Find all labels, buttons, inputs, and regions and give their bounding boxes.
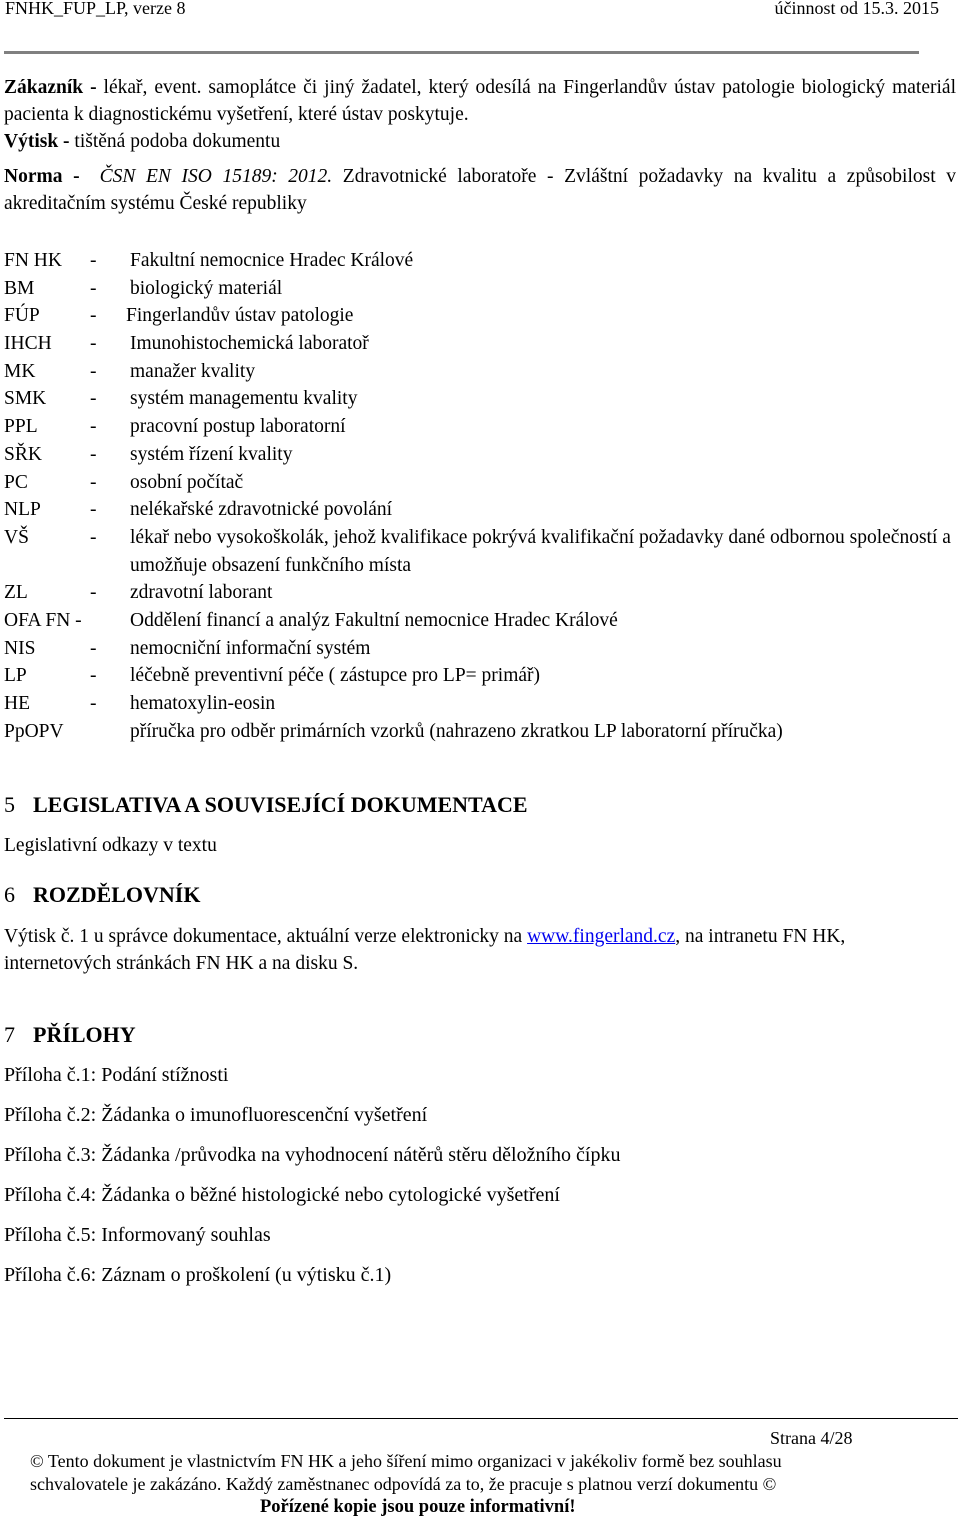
section-title: LEGISLATIVA A SOUVISEJÍCÍ DOKUMENTACE [33, 792, 528, 817]
term-vytisk: Výtisk - [4, 131, 70, 152]
term-zakaznik: Zákazník - [4, 77, 97, 98]
norma-reference: ČSN EN ISO 15189: 2012. [99, 166, 333, 187]
abbr-key: OFA FN - [4, 609, 82, 631]
text-zakaznik: lékař, event. samoplátce či jiný žadatel, který odesílá na Fingerlandův ústav patologie biologický materiál pacienta k diagnostickému vyšetření, které ústav poskytuje. [4, 77, 956, 125]
abbr-key: LP [4, 665, 27, 687]
fingerland-link[interactable]: www.fingerland.cz [527, 926, 676, 947]
list-item [4, 524, 959, 579]
abbr-dash: - [90, 582, 97, 604]
abbreviation-list [4, 247, 959, 745]
abbr-value: systém managementu kvality [130, 388, 358, 410]
footer-copyright-line-1: © Tento dokument je vlastnictvím FN HK a jeho šíření mimo organizaci v jakékoliv formě bez souhlasu [30, 1451, 782, 1471]
text-norma: Zdravotnické laboratoře - Zvláštní požadavky na kvalitu a způsobilost v akreditačním systému České republiky [4, 166, 956, 214]
term-norma: Norma - [4, 166, 80, 187]
abbr-key: HE [4, 693, 30, 715]
section-number: 5 [4, 792, 15, 817]
section-heading-7 [4, 1022, 136, 1048]
abbr-key: FÚP [4, 305, 40, 327]
abbr-dash: - [90, 665, 97, 687]
abbr-value: Fakultní nemocnice Hradec Králové [130, 250, 414, 271]
list-item [4, 330, 959, 358]
abbr-key: ZL [4, 582, 28, 604]
abbr-dash: - [90, 360, 97, 382]
section-number: 7 [4, 1022, 15, 1047]
abbr-dash: - [90, 277, 97, 299]
footer-rule [4, 1418, 958, 1419]
attachment-item: Příloha č.4: Žádanka o běžné histologické nebo cytologické vyšetření [4, 1184, 560, 1206]
abbr-value: léčebně preventivní péče ( zástupce pro LP= primář) [130, 665, 541, 687]
abbr-key: IHCH [4, 333, 52, 355]
section-6-text [4, 923, 926, 977]
attachment-item: Příloha č.2: Žádanka o imunofluorescenční vyšetření [4, 1104, 428, 1126]
list-item [4, 662, 959, 690]
list-item [4, 413, 959, 441]
abbr-key: PPL [4, 416, 38, 438]
abbr-dash: - [90, 471, 97, 493]
abbr-key: PpOPV [4, 720, 64, 742]
abbr-value: lékař nebo vysokoškolák, jehož kvalifikace pokrývá kvalifikační požadavky dané odbornou společností a umožňuje obsazení funkčního místa [130, 526, 951, 576]
page-header [5, 0, 939, 24]
abbr-key: NIS [4, 637, 36, 659]
header-rule [4, 51, 919, 54]
abbr-value: hematoxylin-eosin [130, 693, 276, 715]
abbr-value: Oddělení financí a analýz Fakultní nemocnice Hradec Králové [130, 609, 618, 631]
abbr-key: SŘK [4, 443, 42, 465]
abbr-dash: - [90, 250, 97, 271]
distribution-text-end: , na intranetu FN HK, internetových stránkách FN HK a na disku S. [4, 926, 846, 974]
list-item [4, 358, 959, 386]
abbr-key: FN HK [4, 250, 62, 271]
abbr-dash: - [90, 637, 97, 659]
page-number: Strana 4/28 [770, 1428, 853, 1448]
attachment-item: Příloha č.6: Záznam o proškolení (u výtisku č.1) [4, 1264, 392, 1286]
abbr-dash: - [90, 388, 97, 410]
list-item [4, 441, 959, 469]
list-item [4, 635, 959, 663]
abbr-value: pracovní postup laboratorní [130, 416, 346, 438]
abbr-key: NLP [4, 499, 41, 521]
abbr-value: manažer kvality [130, 360, 256, 382]
abbr-dash: - [90, 499, 97, 521]
abbr-value: Fingerlandův ústav patologie [126, 305, 354, 327]
abbr-value: nemocniční informační systém [130, 637, 371, 659]
section-heading-5 [4, 792, 528, 818]
attachment-item: Příloha č.1: Podání stížnosti [4, 1064, 229, 1086]
footer-notice: Pořízené kopie jsou pouze informativní! [260, 1497, 576, 1517]
abbr-value: systém řízení kvality [130, 443, 293, 465]
list-item [4, 496, 959, 524]
section-title: ROZDĚLOVNÍK [33, 882, 201, 907]
abbr-dash: - [90, 693, 97, 715]
list-item [4, 275, 959, 303]
abbr-dash: - [90, 443, 97, 465]
abbr-dash: - [90, 333, 97, 355]
abbr-value: příručka pro odběr primárních vzorků (nahrazeno zkratkou LP laboratorní příručka) [130, 720, 783, 742]
definition-norma [4, 163, 956, 217]
abbr-dash: - [90, 416, 97, 438]
list-item [4, 302, 959, 330]
list-item [4, 385, 959, 413]
definition-zakaznik [4, 74, 956, 128]
section-5-text: Legislativní odkazy v textu [4, 835, 217, 856]
definition-vytisk [4, 128, 956, 155]
attachment-item: Příloha č.5: Informovaný souhlas [4, 1224, 271, 1246]
section-heading-6 [4, 882, 200, 908]
abbr-key: MK [4, 360, 36, 382]
abbr-dash: - [90, 305, 97, 327]
abbr-value: Imunohistochemická laboratoř [130, 333, 369, 355]
section-number: 6 [4, 882, 15, 907]
abbr-value: nelékařské zdravotnické povolání [130, 499, 393, 521]
abbr-key: SMK [4, 388, 47, 410]
attachment-item: Příloha č.3: Žádanka /průvodka na vyhodnocení nátěrů stěru děložního čípku [4, 1144, 621, 1166]
abbr-dash: - [90, 526, 97, 548]
distribution-text: Výtisk č. 1 u správce dokumentace, aktuální verze elektronicky na [4, 926, 528, 947]
doc-code: FNHK_FUP_LP, verze 8 [5, 0, 186, 18]
list-item [4, 247, 959, 275]
abbr-key: PC [4, 471, 28, 493]
abbr-value: biologický materiál [130, 277, 283, 299]
list-item [4, 469, 959, 497]
text-vytisk: tištěná podoba dokumentu [69, 131, 281, 152]
abbr-value: zdravotní laborant [130, 582, 273, 604]
effective-date: účinnost od 15.3. 2015 [774, 0, 939, 18]
list-item [4, 690, 959, 718]
list-item [4, 718, 959, 746]
section-title: PŘÍLOHY [33, 1022, 136, 1047]
abbr-value: osobní počítač [130, 471, 244, 493]
abbr-key: BM [4, 277, 35, 299]
list-item [4, 607, 959, 635]
list-item [4, 579, 959, 607]
abbr-key: VŠ [4, 526, 29, 548]
footer-copyright-line-2: schvalovatele je zakázáno. Každý zaměstnanec odpovídá za to, že pracuje s platnou verzí dokumentu © [30, 1474, 777, 1494]
